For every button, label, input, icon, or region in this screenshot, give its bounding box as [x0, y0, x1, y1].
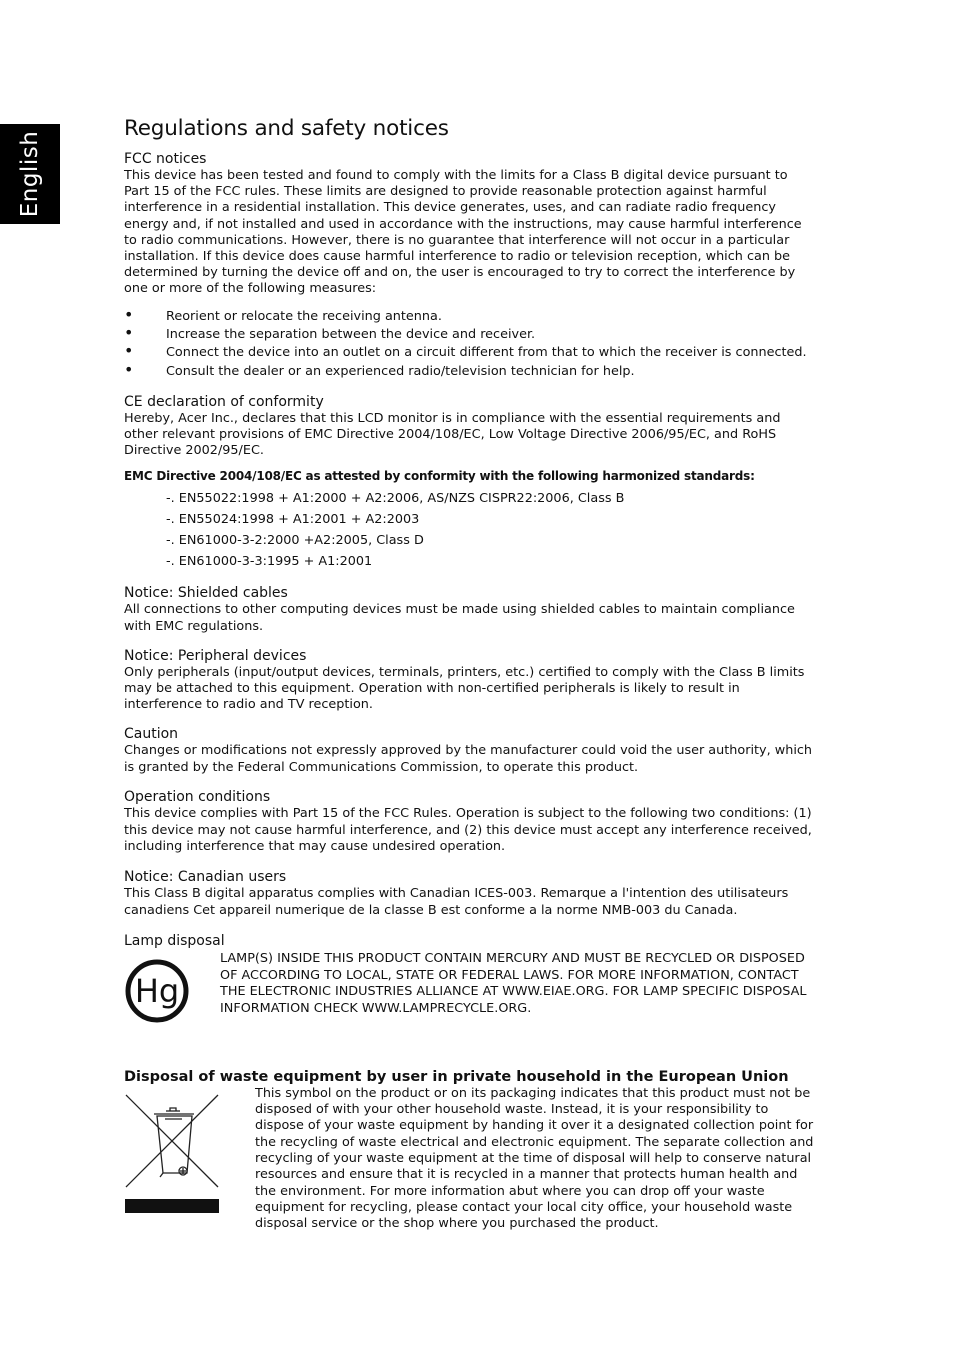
- ce-body: Hereby, Acer Inc., declares that this LCD monitor is in compliance with the essential requirements and other relevant provisions of EMC Directive 2004/108/EC, Low Voltage Directive 2006/95/EC, and RoHS Directive 2002/95/EC.: [124, 410, 781, 459]
- lamp-disposal-section: [124, 932, 814, 1028]
- peripheral-devices-heading: Notice: Peripheral devices: [124, 647, 307, 664]
- list-item: • Reorient or relocate the receiving antenna.: [124, 308, 814, 326]
- canadian-users-heading: Notice: Canadian users: [124, 869, 287, 886]
- weee-section: [124, 1068, 814, 1233]
- canadian-users-body: This Class B digital apparatus complies with Canadian ICES-003. Remarque a l'intention des utilisateurs canadiens Cet appareil numerique de la classe B est conforme a la norme NMB-003 du Canada.: [124, 886, 789, 919]
- list-item: • Consult the dealer or an experienced radio/television technician for help.: [124, 363, 814, 381]
- caution-heading: Caution: [124, 726, 179, 743]
- document-content: [124, 116, 814, 1245]
- weee-row: [124, 1086, 814, 1233]
- fcc-section: [124, 150, 814, 381]
- fcc-heading: FCC notices: [124, 151, 207, 167]
- lamp-disposal-row: [124, 951, 814, 1028]
- operation-conditions-section: [124, 788, 814, 856]
- list-item: -. EN61000-3-2:2000 +A2:2005, Class D: [166, 533, 424, 549]
- language-side-tab: [0, 124, 60, 224]
- ce-section: [124, 393, 814, 573]
- page-title: Regulations and safety notices: [124, 116, 449, 141]
- peripheral-devices-section: [124, 647, 814, 714]
- fcc-measures-list: [124, 308, 814, 381]
- ce-heading: CE declaration of conformity: [124, 393, 324, 410]
- emc-standards-list: [124, 488, 814, 572]
- list-item: • Connect the device into an outlet on a circuit different from that to which the receiver is connected.: [124, 344, 814, 362]
- crossed-out-wheelie-bin-icon: [124, 1086, 255, 1217]
- weee-body: This symbol on the product or on its packaging indicates that this product must not be disposed of with your other household waste. Instead, it is your responsibility to dispose of your waste equipment by handing it over it a designated collection point for the recycling of waste electrical and electronic equipment. The separate collection and recycling of your waste equipment at the time of disposal will help to conserve natural resources and ensure that it is recycled in a manner that protects human health and the environment. For more information abut where you can drop off your waste equipment for recycling, please contact your local city office, your household waste disposal service or the shop where you purchased the product.: [255, 1085, 814, 1232]
- list-item: • Increase the separation between the device and receiver.: [124, 326, 814, 344]
- lamp-disposal-body: LAMP(S) INSIDE THIS PRODUCT CONTAIN MERCURY AND MUST BE RECYCLED OR DISPOSED OF ACCORDING TO LOCAL, STATE OR FEDERAL LAWS. FOR MORE INFORMATION, CONTACT THE ELECTRONIC INDUSTRIES ALLIANCE AT WWW.EIAE.ORG. FOR LAMP SPECIFIC DISPOSAL INFORMATION CHECK WWW.LAMPRECYCLE.ORG.: [220, 950, 807, 1017]
- operation-conditions-heading: Operation conditions: [124, 788, 271, 805]
- caution-section: [124, 725, 814, 775]
- shielded-cables-body: All connections to other computing devices must be made using shielded cables to maintain compliance with EMC regulations.: [124, 602, 795, 634]
- weee-heading: Disposal of waste equipment by user in private household in the European Union: [124, 1068, 789, 1085]
- list-item: -. EN55022:1998 + A1:2000 + A2:2006, AS/NZS CISPR22:2006, Class B: [166, 491, 625, 507]
- shielded-cables-heading: Notice: Shielded cables: [124, 585, 288, 602]
- list-item: -. EN55024:1998 + A1:2001 + A2:2003: [166, 512, 420, 528]
- operation-conditions-body: This device complies with Part 15 of the FCC Rules. Operation is subject to the following two conditions: (1) this device may not cause harmful interference, and (2) this device must accept any interference received, including interference that may cause undesired operation.: [124, 805, 812, 855]
- list-item: -. EN61000-3-3:1995 + A1:2001: [166, 554, 373, 570]
- canadian-users-section: [124, 868, 814, 920]
- emc-standards-heading: EMC Directive 2004/108/EC as attested by conformity with the following harmonized standards:: [124, 469, 755, 484]
- caution-body: Changes or modifications not expressly approved by the manufacturer could void the user authority, which is granted by the Federal Communications Commission, to operate this product.: [124, 743, 813, 775]
- shielded-cables-section: [124, 584, 814, 634]
- language-side-tab-label: English: [17, 130, 43, 218]
- mercury-hg-icon-text: Hg: [134, 971, 180, 1010]
- mercury-hg-icon: [124, 951, 220, 1028]
- fcc-body: This device has been tested and found to comply with the limits for a Class B digital device pursuant to Part 15 of the FCC rules. These limits are designed to provide reasonable protection against harmful interference in a residential installation. This device generates, uses, and can radiate radio frequency energy and, if not installed and used in accordance with the instructions, may cause harmful interference to radio communications. However, there is no guarantee that interference will not occur in a particular installation. If this device does cause harmful interference to radio or television reception, which can be determined by turning the device off and on, the user is encouraged to try to correct the interference by one or more of the following measures:: [124, 168, 802, 297]
- peripheral-devices-body: Only peripherals (input/output devices, terminals, printers, etc.) certified to comply with the Class B limits may be attached to this equipment. Operation with non-certified peripherals is likely to result in interference to radio and TV reception.: [124, 664, 805, 713]
- lamp-disposal-heading: Lamp disposal: [124, 932, 225, 949]
